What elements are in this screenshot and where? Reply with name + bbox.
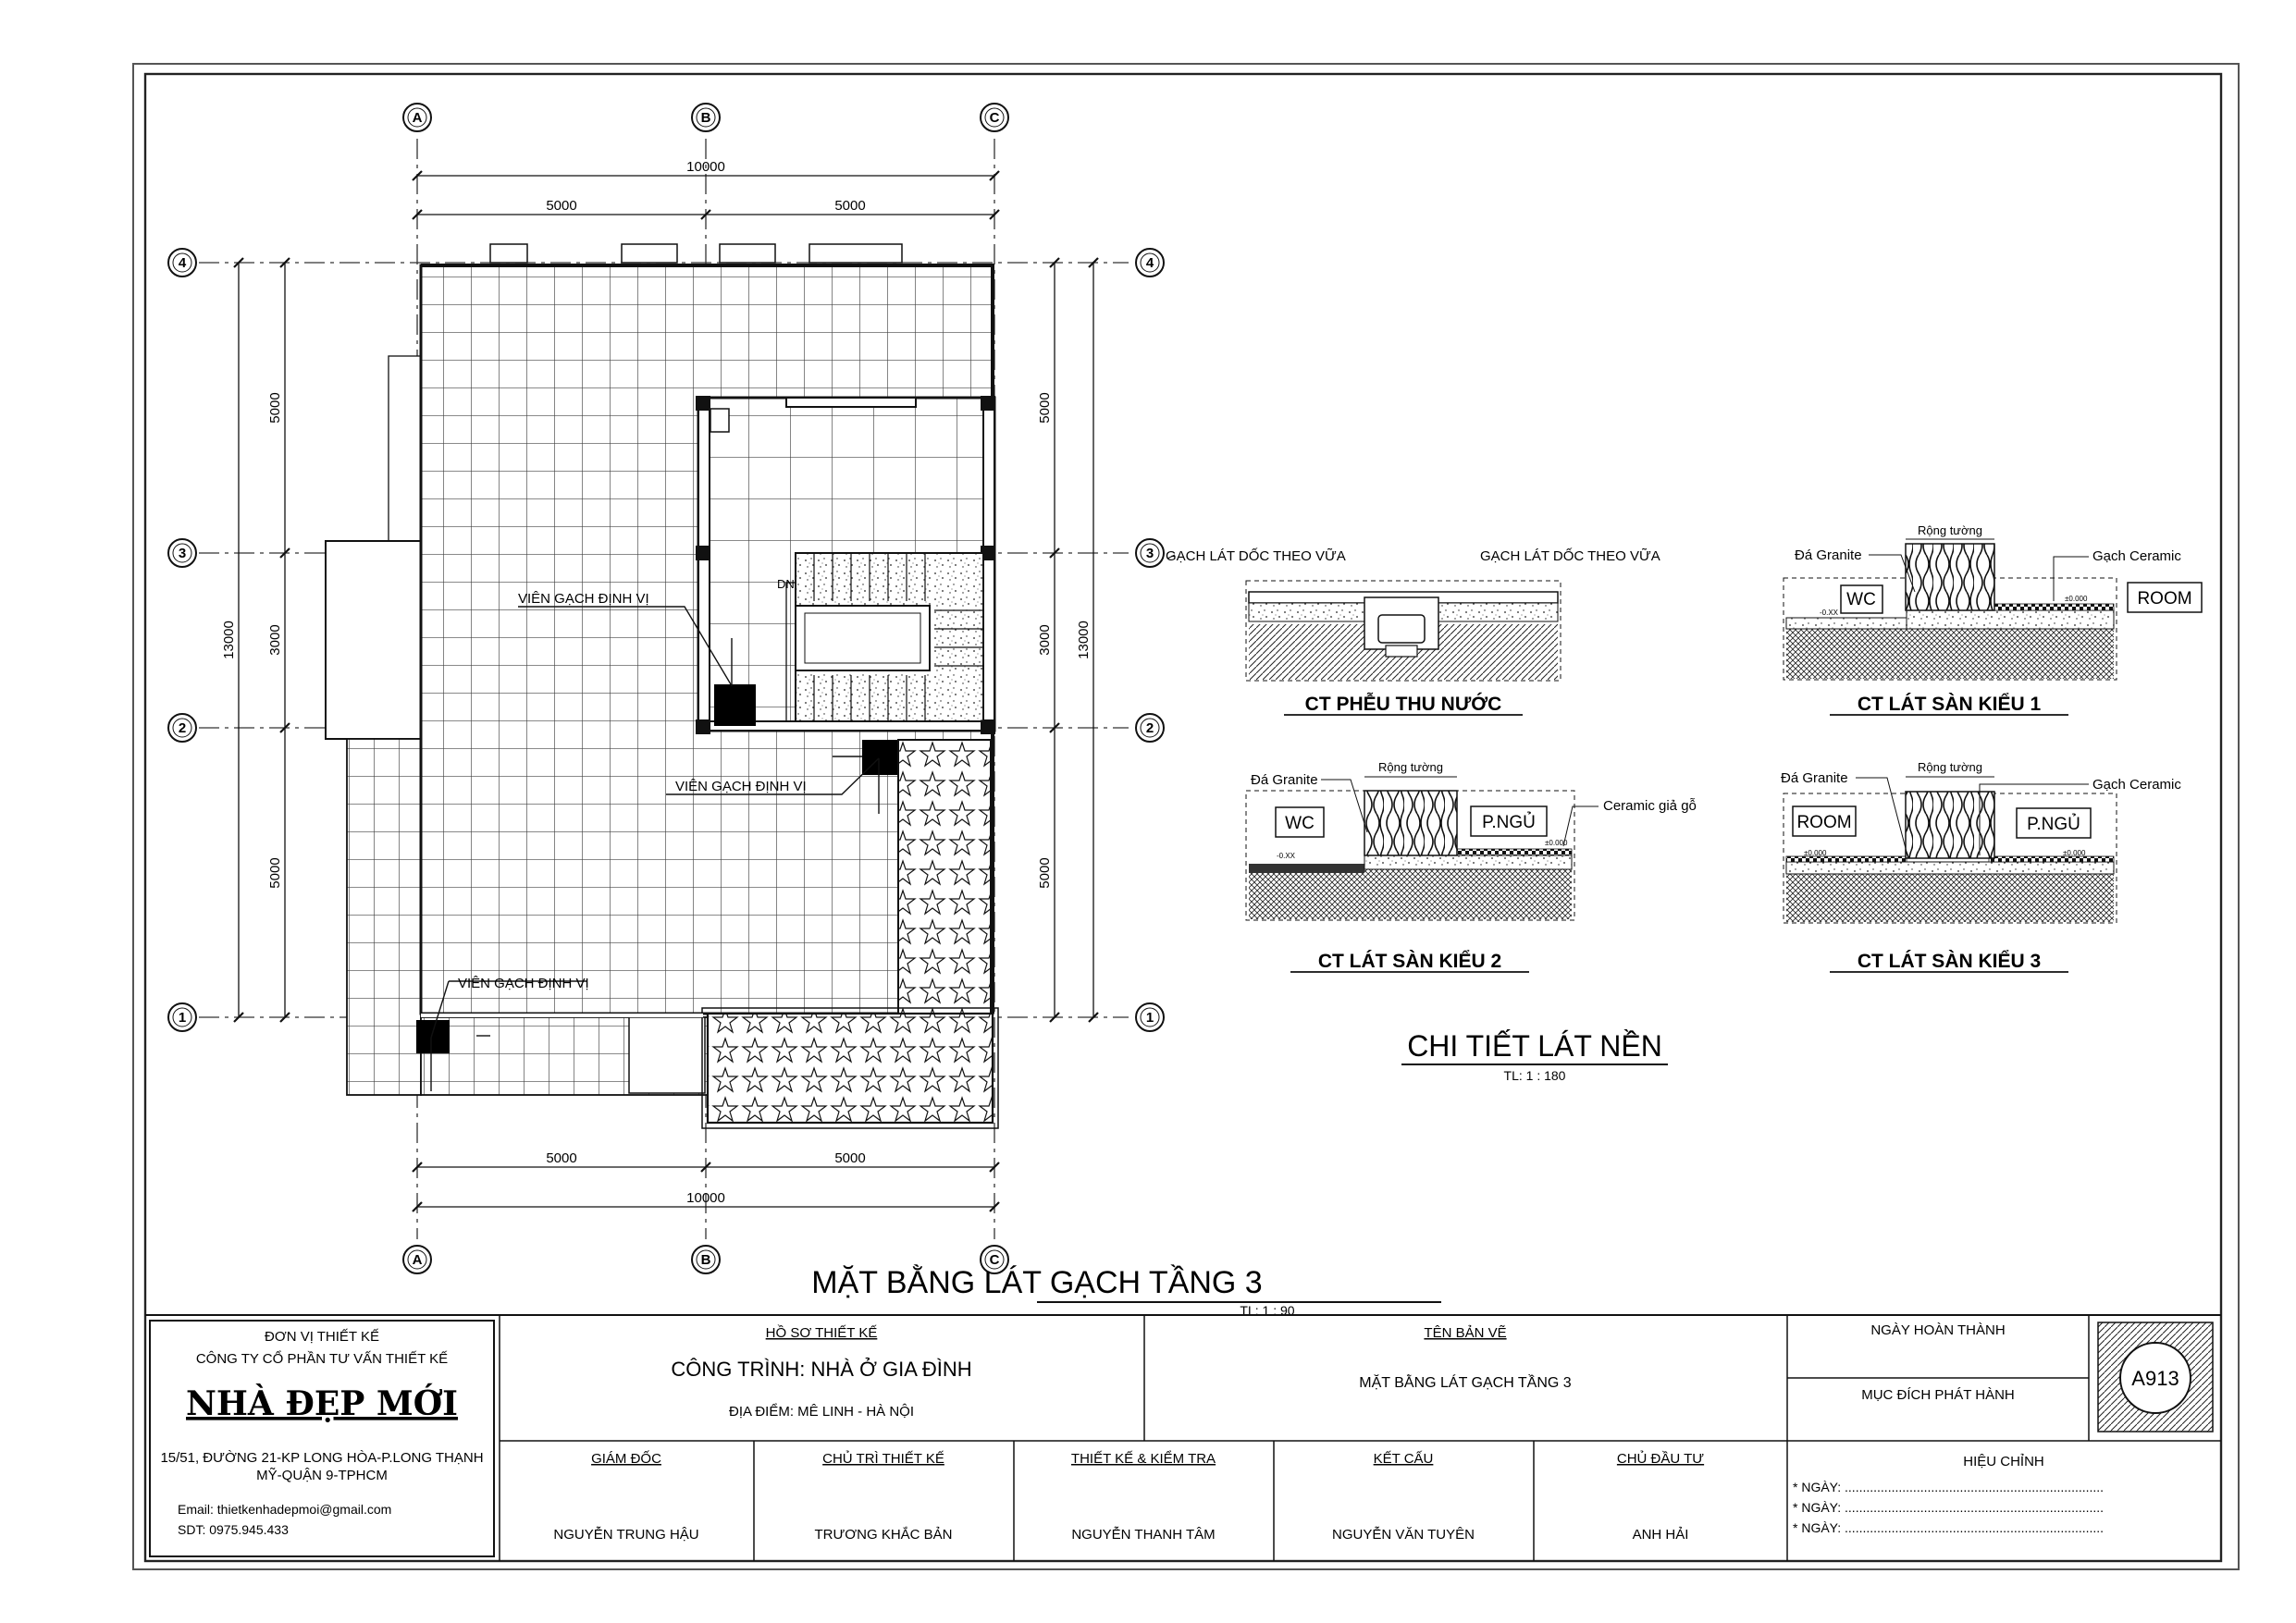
kieu3-rong-tuong: Rộng tường xyxy=(1918,760,1982,774)
ngay-line-1: * NGÀY: ........................................................................ xyxy=(1793,1480,2105,1494)
brand-logo: NHÀ ĐẸP MỚI xyxy=(186,1384,458,1423)
dim-bottom-left: 5000 xyxy=(546,1150,577,1166)
kieu2-room-left: WC xyxy=(1285,814,1315,833)
grid-label-1-left: 1 xyxy=(178,1010,187,1026)
grid-label-1-right: 1 xyxy=(1145,1010,1154,1026)
ngay-line-3: * NGÀY: ........................................................................ xyxy=(1793,1520,2105,1535)
grid-label-2-right: 2 xyxy=(1145,720,1154,736)
role-name-chu-tri: TRƯƠNG KHẮC BẢN xyxy=(814,1527,953,1543)
detail-phieu-thu-nuoc xyxy=(1166,547,1660,715)
muc-dich: MỤC ĐÍCH PHÁT HÀNH xyxy=(1861,1387,2015,1403)
dim-left-total: 13000 xyxy=(221,621,237,659)
role-label-thiet-ke: THIẾT KẾ & KIỂM TRA xyxy=(1070,1451,1216,1467)
dim-bottom-right: 5000 xyxy=(834,1150,866,1166)
phieu-label-right: GẠCH LÁT DỐC THEO VỮA xyxy=(1480,548,1660,564)
dim-top-total: 10000 xyxy=(686,159,725,175)
grid-label-3-left: 3 xyxy=(178,546,187,561)
dim-top-right: 5000 xyxy=(834,198,866,214)
company-name: CÔNG TY CỔ PHẦN TƯ VẤN THIẾT KẾ xyxy=(195,1351,449,1367)
kieu3-title: CT LÁT SÀN KIỂU 3 xyxy=(1857,951,2042,972)
grid-label-b-top: B xyxy=(700,110,711,126)
kieu1-da-granite: Đá Granite xyxy=(1795,547,1862,563)
kieu3-da-granite: Đá Granite xyxy=(1781,770,1848,786)
dim-left-seg1: 5000 xyxy=(267,392,283,424)
role-label-giam-doc: GIÁM ĐỐC xyxy=(591,1451,661,1467)
kieu3-lvl-right: ±0.000 xyxy=(2063,849,2086,857)
dim-top-left: 5000 xyxy=(546,198,577,214)
dim-right-seg2: 3000 xyxy=(1037,624,1053,656)
detail-kieu-3 xyxy=(1781,760,2181,972)
role-label-chu-tri: CHỦ TRÌ THIẾT KẾ xyxy=(822,1451,944,1467)
company-phone: SDT: 0975.945.433 xyxy=(178,1522,289,1537)
sheet-no: A913 xyxy=(2131,1367,2179,1390)
detail-kieu-2 xyxy=(1246,760,1697,972)
don-vi-label: ĐƠN VỊ THIẾT KẾ xyxy=(265,1329,379,1345)
grid-label-4-left: 4 xyxy=(178,255,187,271)
role-name-chu-dau-tu: ANH HẢI xyxy=(1632,1527,1689,1543)
plan-scale: TL: 1 : 90 xyxy=(1240,1303,1295,1318)
label-stair-dn: DN xyxy=(777,577,795,591)
kieu2-room-right: P.NGỦ xyxy=(1482,813,1536,832)
ngay-hoan-thanh: NGÀY HOÀN THÀNH xyxy=(1870,1322,2006,1338)
company-address-2: MỸ-QUẬN 9-TPHCM xyxy=(256,1468,388,1483)
kieu1-lvl-left: -0.XX xyxy=(1820,609,1839,617)
grid-label-4-right: 4 xyxy=(1145,255,1154,271)
grid-label-c-bottom: C xyxy=(989,1252,1000,1268)
company-email: Email: thietkenhadepmoi@gmail.com xyxy=(178,1502,392,1517)
kieu2-lvl-right: ±0.000 xyxy=(1545,839,1568,847)
kieu1-room-right: ROOM xyxy=(2137,589,2192,609)
kieu3-room-right: P.NGỦ xyxy=(2027,815,2080,834)
grid-label-3-right: 3 xyxy=(1145,546,1154,561)
kieu2-da-granite: Đá Granite xyxy=(1251,772,1318,788)
locator-tile-3 xyxy=(416,1020,450,1053)
locator-tile-1 xyxy=(714,684,756,726)
detail-title: CHI TIẾT LÁT NỀN xyxy=(1407,1029,1662,1063)
detail-scale: TL: 1 : 180 xyxy=(1503,1068,1566,1083)
grid-label-2-left: 2 xyxy=(178,720,187,736)
kieu2-rong-tuong: Rộng tường xyxy=(1378,760,1443,774)
kieu1-title: CT LÁT SÀN KIỂU 1 xyxy=(1857,694,2042,715)
ten-ban-ve: MẶT BẰNG LÁT GẠCH TẦNG 3 xyxy=(1359,1375,1572,1391)
ten-ban-ve-label: TÊN BẢN VẼ xyxy=(1424,1325,1507,1341)
kieu1-rong-tuong: Rộng tường xyxy=(1918,523,1982,537)
role-name-thiet-ke: NGUYỄN THANH TÂM xyxy=(1071,1527,1216,1543)
dim-right-seg1: 5000 xyxy=(1037,392,1053,424)
grid-label-a-bottom: A xyxy=(412,1252,423,1268)
plan-title: MẶT BẰNG LÁT GẠCH TẦNG 3 xyxy=(811,1265,1263,1300)
hieu-chinh: HIỆU CHỈNH xyxy=(1963,1454,2044,1469)
dim-left-seg2: 3000 xyxy=(267,624,283,656)
role-label-ket-cau: KẾT CẤU xyxy=(1373,1451,1434,1467)
dim-bottom-total: 10000 xyxy=(686,1190,725,1206)
kieu3-lvl-left: ±0.000 xyxy=(1804,849,1827,857)
kieu1-lvl-right: ±0.000 xyxy=(2065,595,2088,603)
kieu1-gach-ceramic: Gạch Ceramic xyxy=(2092,548,2181,564)
grid-label-b-bottom: B xyxy=(700,1252,711,1268)
label-vien-gach-2: VIÊN GẠCH ĐỊNH VỊ xyxy=(675,779,807,794)
role-name-giam-doc: NGUYỄN TRUNG HẬU xyxy=(553,1527,699,1543)
ho-so-label: HỒ SƠ THIẾT KẾ xyxy=(765,1325,878,1341)
kieu2-ceramic-go: Ceramic giả gỗ xyxy=(1603,798,1697,814)
kieu1-room-left: WC xyxy=(1846,590,1876,609)
dia-diem: ĐỊA ĐIỂM: MÊ LINH - HÀ NỘI xyxy=(728,1404,915,1420)
kieu3-room-left: ROOM xyxy=(1796,813,1852,832)
grid-label-a-top: A xyxy=(412,110,423,126)
grid-label-c-top: C xyxy=(989,110,1000,126)
role-label-chu-dau-tu: CHỦ ĐẦU TƯ xyxy=(1616,1451,1705,1467)
company-address-1: 15/51, ĐƯỜNG 21-KP LONG HÒA-P.LONG THẠNH xyxy=(160,1450,484,1466)
dim-right-seg3: 5000 xyxy=(1037,857,1053,889)
floor-plan xyxy=(168,104,1441,1318)
kieu2-lvl-left: -0.XX xyxy=(1277,852,1296,860)
phieu-title: CT PHỄU THU NƯỚC xyxy=(1304,694,1502,715)
detail-kieu-1 xyxy=(1784,523,2202,715)
kieu2-title: CT LÁT SÀN KIỂU 2 xyxy=(1317,951,1502,972)
dim-left-seg3: 5000 xyxy=(267,857,283,889)
label-vien-gach-1: VIÊN GẠCH ĐỊNH VỊ xyxy=(518,591,649,607)
ngay-line-2: * NGÀY: ........................................................................ xyxy=(1793,1500,2105,1515)
dim-right-total: 13000 xyxy=(1076,621,1092,659)
label-vien-gach-3: VIÊN GẠCH ĐỊNH VỊ xyxy=(458,976,589,991)
role-name-ket-cau: NGUYỄN VĂN TUYÊN xyxy=(1332,1527,1475,1543)
phieu-label-left: GẠCH LÁT DỐC THEO VỮA xyxy=(1166,548,1346,564)
kieu3-gach-ceramic: Gạch Ceramic xyxy=(2092,777,2181,793)
cong-trinh: CÔNG TRÌNH: NHÀ Ở GIA ĐÌNH xyxy=(671,1358,972,1381)
